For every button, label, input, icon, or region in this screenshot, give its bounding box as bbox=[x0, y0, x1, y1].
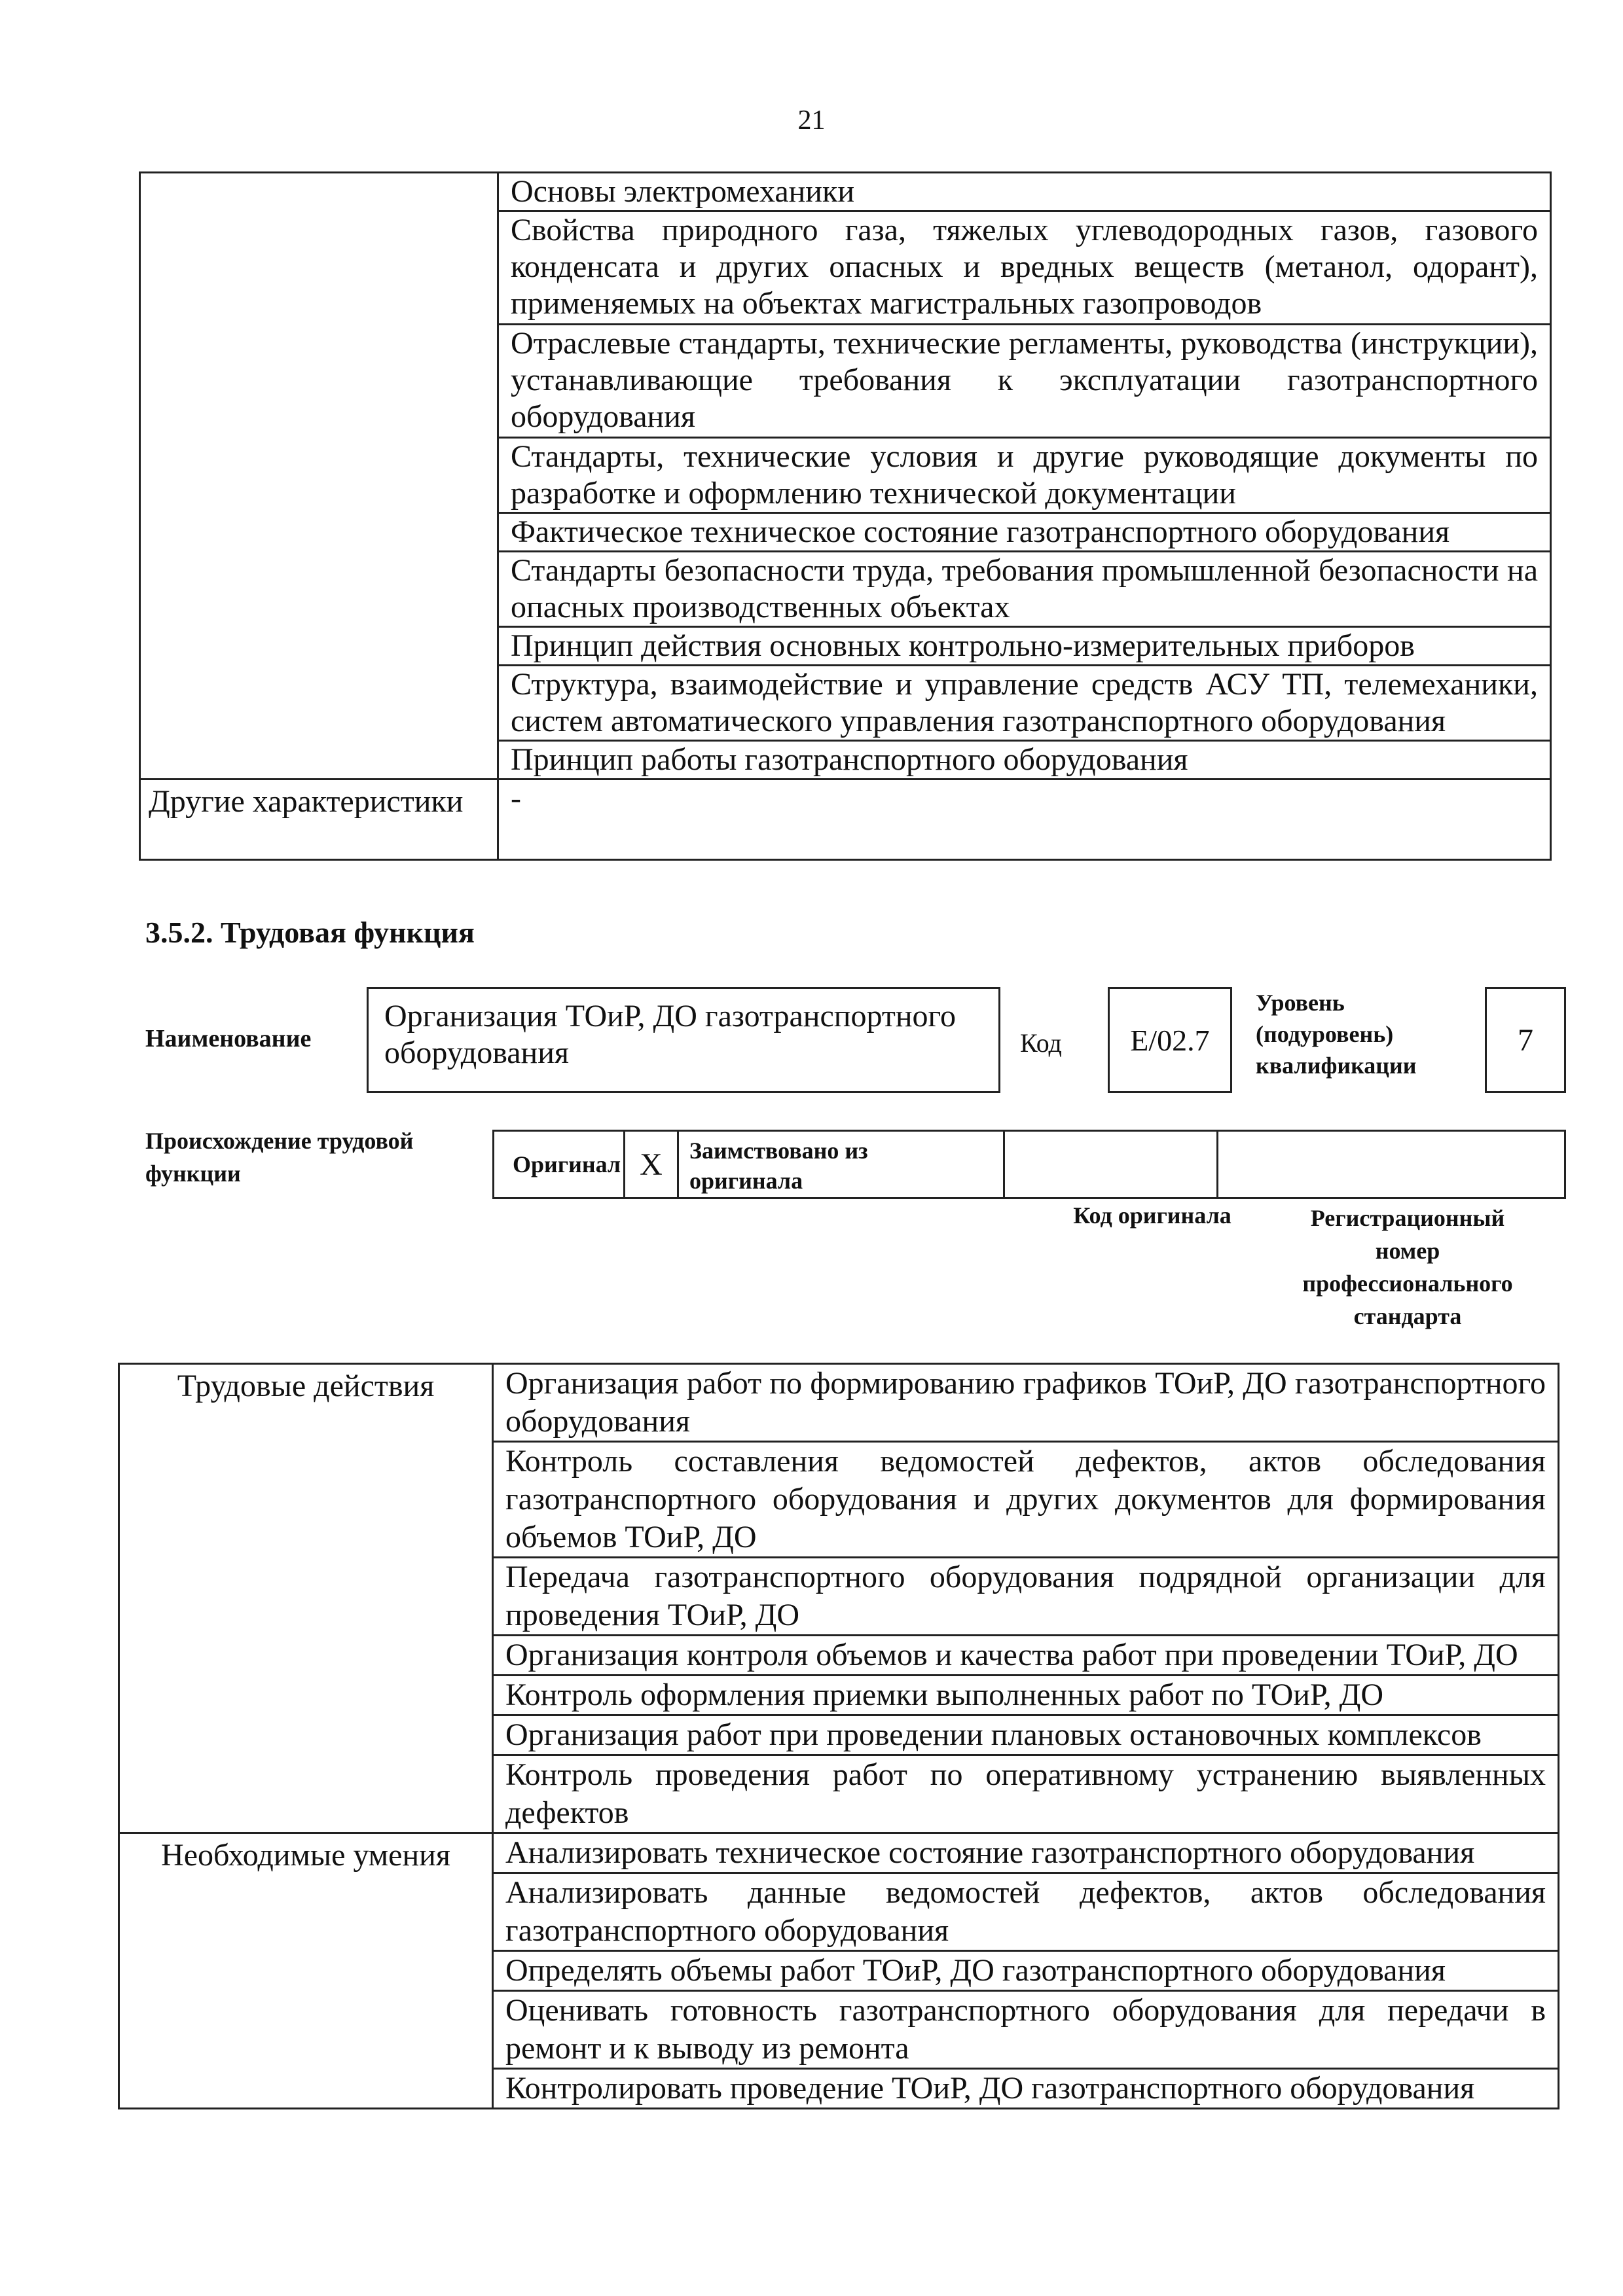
origin-label-line: функции bbox=[145, 1160, 241, 1187]
knowledge-item: Отраслевые стандарты, технические регламенты, руководства (инструкции), устанавливающие требования к эксплуатации газотранспортного оборудования bbox=[498, 325, 1551, 438]
registration-number-caption bbox=[1264, 1202, 1552, 1333]
labor-action-item: Организация контроля объемов и качества работ при проведении ТОиР, ДО bbox=[493, 1636, 1559, 1676]
knowledge-item: Основы электромеханики bbox=[498, 173, 1551, 211]
caption-line: стандарта bbox=[1353, 1303, 1462, 1329]
knowledge-item: Свойства природного газа, тяжелых углеводородных газов, газового конденсата и других опасных и вредных веществ (метанол, одорант), применяемых на объектах магистральных газопроводов bbox=[498, 211, 1551, 325]
skill-item: Анализировать техническое состояние газотранспортного оборудования bbox=[493, 1833, 1559, 1873]
labor-function-table bbox=[118, 1363, 1559, 2109]
knowledge-table bbox=[139, 171, 1552, 861]
labor-action-item: Контроль оформления приемки выполненных работ по ТОиР, ДО bbox=[493, 1676, 1559, 1715]
skill-item: Определять объемы работ ТОиР, ДО газотранспортного оборудования bbox=[493, 1951, 1559, 1991]
qualification-level-label bbox=[1256, 987, 1417, 1081]
registration-number-cell bbox=[1218, 1132, 1564, 1197]
labor-action-item: Организация работ по формированию графиков ТОиР, ДО газотранспортного оборудования bbox=[493, 1364, 1559, 1442]
name-label: Наименование bbox=[145, 1025, 312, 1052]
caption-line: профессионального bbox=[1302, 1270, 1513, 1297]
origin-table bbox=[492, 1130, 1566, 1199]
level-label-line: Уровень bbox=[1256, 990, 1345, 1016]
borrowed-cell bbox=[679, 1132, 1005, 1197]
original-code-caption: Код оригинала bbox=[1073, 1202, 1231, 1229]
code-value: E/02.7 bbox=[1108, 987, 1232, 1093]
skill-item: Оценивать готовность газотранспортного оборудования для передачи в ремонт и к выводу из ремонта bbox=[493, 1991, 1559, 2069]
labor-action-item: Передача газотранспортного оборудования подрядной организации для проведения ТОиР, ДО bbox=[493, 1558, 1559, 1636]
labor-action-item: Организация работ при проведении плановых остановочных комплексов bbox=[493, 1715, 1559, 1755]
qualification-level-value: 7 bbox=[1485, 987, 1566, 1093]
skill-item: Анализировать данные ведомостей дефектов, актов обследования газотранспортного оборудования bbox=[493, 1873, 1559, 1951]
knowledge-item: Фактическое техническое состояние газотранспортного оборудования bbox=[498, 513, 1551, 552]
origin-label bbox=[145, 1124, 413, 1190]
knowledge-item: Структура, взаимодействие и управление средств АСУ ТП, телемеханики, систем автоматического управления газотранспортного оборудования bbox=[498, 666, 1551, 741]
original-cell: Оригинал bbox=[494, 1132, 625, 1197]
original-mark: X bbox=[625, 1132, 679, 1197]
labor-action-item: Контроль составления ведомостей дефектов, актов обследования газотранспортного оборудования и других документов для формирования объемов ТОиР, ДО bbox=[493, 1442, 1559, 1558]
name-value: Организация ТОиР, ДО газотранспортного оборудования bbox=[367, 987, 1000, 1093]
knowledge-item: Стандарты безопасности труда, требования промышленной безопасности на опасных производственных объектах bbox=[498, 552, 1551, 627]
required-skills-label: Необходимые умения bbox=[119, 1833, 493, 2109]
knowledge-item: Принцип работы газотранспортного оборудования bbox=[498, 741, 1551, 780]
other-characteristics-value: - bbox=[498, 780, 1551, 860]
borrowed-label-line: оригинала bbox=[689, 1168, 803, 1194]
page-number: 21 bbox=[797, 105, 826, 135]
knowledge-item: Стандарты, технические условия и другие руководящие документы по разработке и оформлению технической документации bbox=[498, 438, 1551, 513]
knowledge-item: Принцип действия основных контрольно-измерительных приборов bbox=[498, 627, 1551, 666]
original-code-cell bbox=[1005, 1132, 1218, 1197]
section-heading: 3.5.2. Трудовая функция bbox=[145, 916, 475, 949]
caption-line: номер bbox=[1375, 1238, 1440, 1264]
level-label-line: квалификации bbox=[1256, 1052, 1417, 1079]
other-characteristics-label: Другие характеристики bbox=[140, 780, 498, 860]
level-label-line: (подуровень) bbox=[1256, 1021, 1394, 1047]
origin-label-line: Происхождение трудовой bbox=[145, 1128, 414, 1154]
knowledge-label-cell bbox=[140, 173, 498, 780]
code-label: Код bbox=[1020, 1028, 1062, 1058]
borrowed-label-line: Заимствовано из bbox=[689, 1138, 868, 1164]
labor-actions-label: Трудовые действия bbox=[119, 1364, 493, 1833]
caption-line: Регистрационный bbox=[1310, 1205, 1505, 1231]
labor-action-item: Контроль проведения работ по оперативному устранению выявленных дефектов bbox=[493, 1755, 1559, 1833]
skill-item: Контролировать проведение ТОиР, ДО газотранспортного оборудования bbox=[493, 2069, 1559, 2109]
